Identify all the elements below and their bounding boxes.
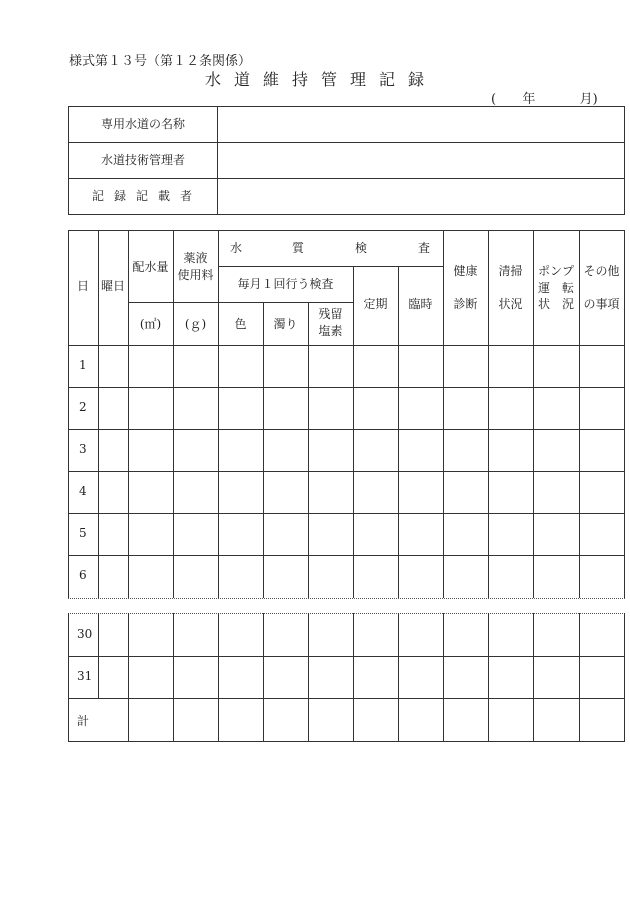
- month-label: 月): [579, 92, 598, 107]
- header-other-1: その他: [583, 264, 620, 278]
- header-periodic: 定期: [363, 297, 388, 311]
- header-turbidity: 濁り: [273, 317, 298, 331]
- header-cleaning-2: 状況: [498, 297, 523, 311]
- table-line: [173, 613, 174, 741]
- table-line: [398, 266, 399, 598]
- table-line: [263, 613, 264, 741]
- table-line: [488, 230, 489, 598]
- table-line: [68, 345, 625, 346]
- year-label: 年: [522, 92, 536, 107]
- header-temporary: 臨時: [408, 297, 433, 311]
- header-weekday: 曜日: [100, 279, 125, 293]
- table-line: [579, 230, 580, 598]
- header-health-1: 健康: [453, 264, 478, 278]
- table-line: [398, 613, 399, 741]
- table-line: [68, 429, 625, 430]
- row-day-2: 2: [79, 400, 87, 414]
- header-day: 日: [76, 279, 89, 293]
- header-pump-3: 状 況: [537, 297, 574, 311]
- header-color: 色: [234, 317, 247, 331]
- table-border-top: [68, 230, 625, 231]
- info-label-technical-manager: 水道技術管理者: [69, 143, 218, 179]
- table-line: [263, 302, 264, 598]
- row-day-1: 1: [79, 358, 87, 372]
- info-label-waterworks-name: 専用水道の名称: [69, 107, 218, 143]
- info-table: [68, 106, 625, 215]
- table-line: [443, 230, 444, 598]
- table-line: [68, 613, 69, 741]
- page-title: 水道維持管理記録: [205, 70, 438, 89]
- info-row: [69, 107, 625, 143]
- form-number: 様式第１３号（第１２条関係）: [69, 54, 252, 69]
- table-line: [68, 387, 625, 388]
- table-line: [353, 266, 354, 598]
- row-day-3: 3: [79, 442, 87, 456]
- table-line: [68, 513, 625, 514]
- header-other-2: の事項: [583, 297, 620, 311]
- row-day-31: 31: [77, 669, 93, 683]
- table-line: [98, 613, 99, 698]
- header-water-quality-1: 水: [230, 241, 243, 255]
- record-period: [491, 88, 598, 107]
- header-water-quality-3: 検: [355, 241, 368, 255]
- info-value-waterworks-name[interactable]: [218, 107, 625, 143]
- row-day-4: 4: [79, 484, 87, 498]
- header-distribution: 配水量: [132, 260, 169, 274]
- row-day-5: 5: [79, 526, 87, 540]
- table-line: [128, 230, 129, 598]
- table-break-bottom: [68, 613, 625, 614]
- table-line: [68, 656, 625, 657]
- table-line: [353, 613, 354, 741]
- header-water-quality-2: 質: [292, 241, 305, 255]
- header-pump-1: ポンプ: [537, 264, 574, 278]
- table-line: [308, 613, 309, 741]
- row-day-30: 30: [77, 627, 93, 641]
- info-row: [69, 179, 625, 215]
- table-line: [488, 613, 489, 741]
- row-day-6: 6: [79, 568, 87, 582]
- header-monthly-check: 毎月１回行う検査: [237, 277, 334, 291]
- table-line: [173, 230, 174, 598]
- table-line: [579, 613, 580, 741]
- table-line: [624, 230, 625, 598]
- info-value-technical-manager[interactable]: [218, 143, 625, 179]
- table-line: [218, 266, 444, 267]
- info-label-recorder: 記録記載者: [69, 179, 218, 215]
- header-distribution-unit: (㎥): [139, 317, 162, 331]
- info-value-recorder[interactable]: [218, 179, 625, 215]
- row-total-label: 計: [77, 714, 90, 728]
- table-line: [218, 613, 219, 741]
- header-water-quality-4: 査: [418, 241, 431, 255]
- table-line: [218, 302, 354, 303]
- header-residual-chlorine: 残留 塩素: [318, 307, 343, 339]
- table-line: [128, 613, 129, 741]
- info-row: [69, 143, 625, 179]
- table-border-bottom: [68, 741, 625, 742]
- header-pump-2: 運 転: [537, 281, 574, 295]
- table-break-top: [68, 598, 625, 599]
- table-line: [443, 613, 444, 741]
- header-health-2: 診断: [453, 297, 478, 311]
- table-line: [308, 302, 309, 598]
- table-line: [68, 555, 625, 556]
- date-open-paren: (: [491, 92, 497, 107]
- header-chemical-unit: (ｇ): [184, 317, 207, 331]
- header-cleaning-1: 清掃: [498, 264, 523, 278]
- table-line: [533, 613, 534, 741]
- table-line: [624, 613, 625, 741]
- table-line: [68, 698, 625, 699]
- table-line: [68, 471, 625, 472]
- header-chemical: 薬液 使用料: [177, 251, 214, 283]
